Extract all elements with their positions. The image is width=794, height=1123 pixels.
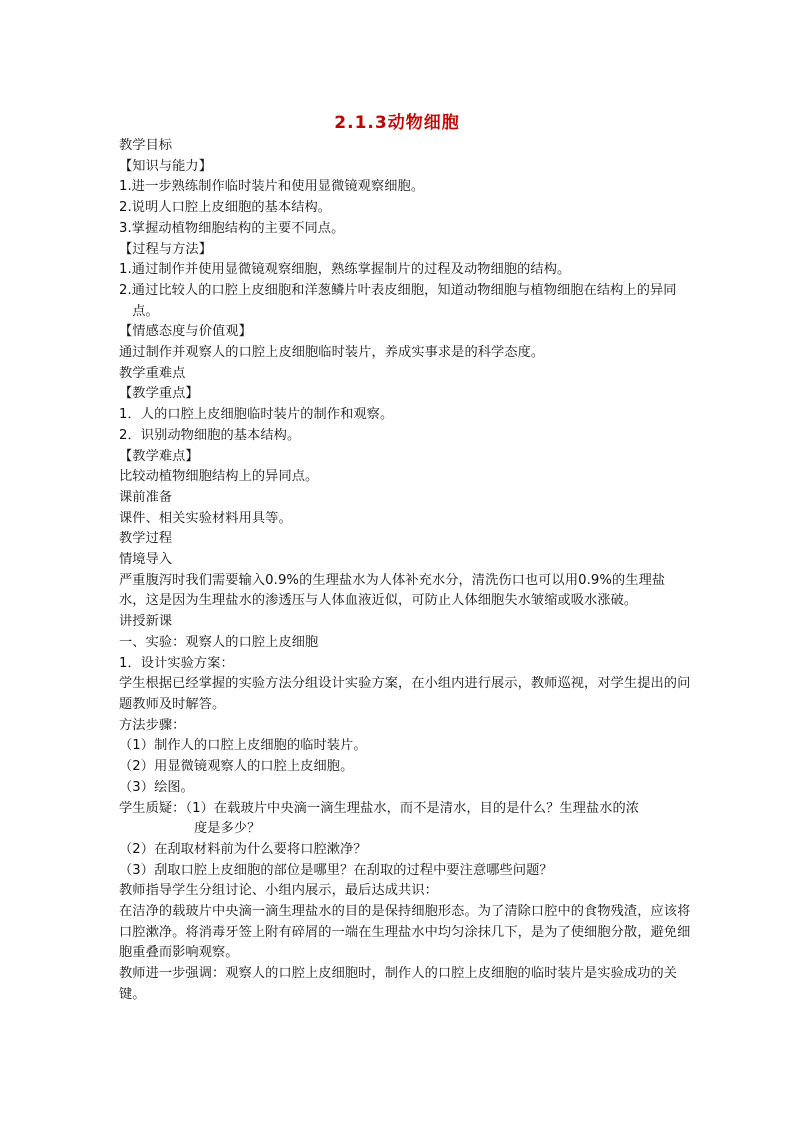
paragraph: 教师指导学生分组讨论、小组内展示，最后达成共识： [119, 883, 438, 899]
document-body [119, 136, 691, 1006]
paragraph: 1．设计实验方案： [119, 655, 234, 671]
objective-item: 1.进一步熟练制作临时装片和使用显微镜观察细胞。 [119, 179, 425, 195]
paragraph: 在洁净的载玻片中央滴一滴生理盐水的目的是保持细胞形态。为了清除口腔中的食物残渣，应该将口腔漱净。将消毒牙签上附有碎屑的一端在生理盐水中均匀涂抹几下，是为了使细胞分散，避免细胞重叠而影响观察。 [119, 904, 691, 961]
list-item: 1．人的口腔上皮细胞临时装片的制作和观察。 [119, 407, 394, 423]
objective-item: 3.掌握动植物细胞结构的主要不同点。 [119, 220, 345, 236]
question-item: （2）在刮取材料前为什么要将口腔漱净？ [119, 841, 367, 857]
paragraph: 一、实验：观察人的口腔上皮细胞 [119, 634, 319, 650]
list-item: （2）用显微镜观察人的口腔上皮细胞。 [119, 759, 354, 775]
section-heading: 教学重难点 [119, 365, 186, 381]
paragraph: 学生根据已经掌握的实验方法分组设计实验方案，在小组内进行展示，教师巡视，对学生提出的问题教师及时解答。 [119, 676, 691, 712]
question-continuation: 度是多少？ [194, 821, 261, 837]
subsection-heading: 【知识与能力】 [119, 158, 213, 174]
subsection-heading: 【教学难点】 [119, 448, 199, 464]
paragraph: 严重腹泻时我们需要输入0.9%的生理盐水为人体补充水分，清洗伤口也可以用0.9%的生理盐水，这是因为生理盐水的渗透压与人体血液近似，可防止人体细胞失水皱缩或吸水涨破。 [119, 572, 666, 609]
objective-item: 2.通过比较人的口腔上皮细胞和洋葱鳞片叶表皮细胞，知道动物细胞与植物细胞在结构上的异同点。 [119, 282, 677, 319]
list-item: 2．识别动物细胞的基本结构。 [119, 427, 301, 443]
paragraph: 教师进一步强调：观察人的口腔上皮细胞时，制作人的口腔上皮细胞的临时装片是实验成功的关键。 [119, 966, 678, 1002]
subsection-heading: 【情感态度与价值观】 [119, 324, 252, 340]
section-heading: 课前准备 [119, 489, 173, 505]
question-item: （3）刮取口腔上皮细胞的部位是哪里？在刮取的过程中要注意哪些问题？ [119, 862, 553, 878]
paragraph: 课件、相关实验材料用具等。 [119, 510, 292, 526]
paragraph: 通过制作并观察人的口腔上皮细胞临时装片，养成实事求是的科学态度。 [119, 345, 545, 361]
list-item: （3）绘图。 [119, 779, 194, 795]
subsection-heading: 情境导入 [119, 552, 173, 568]
paragraph: 比较动植物细胞结构上的异同点。 [119, 469, 319, 485]
subsection-heading: 【过程与方法】 [119, 241, 213, 257]
list-item: （1）制作人的口腔上皮细胞的临时装片。 [119, 738, 367, 754]
section-heading: 教学目标 [119, 138, 173, 153]
question-item: 学生质疑：（1）在载玻片中央滴一滴生理盐水，而不是清水，目的是什么？生理盐水的浓 [119, 800, 640, 816]
objective-item: 2.说明人口腔上皮细胞的基本结构。 [119, 200, 332, 216]
page-title: 2.1.3动物细胞 [334, 113, 460, 133]
subsection-heading: 【教学重点】 [119, 386, 199, 402]
section-heading: 教学过程 [119, 531, 173, 547]
paragraph: 方法步骤： [119, 717, 186, 733]
subsection-heading: 讲授新课 [119, 614, 173, 630]
objective-item: 1.通过制作并使用显微镜观察细胞，熟练掌握制片的过程及动物细胞的结构。 [119, 262, 571, 278]
